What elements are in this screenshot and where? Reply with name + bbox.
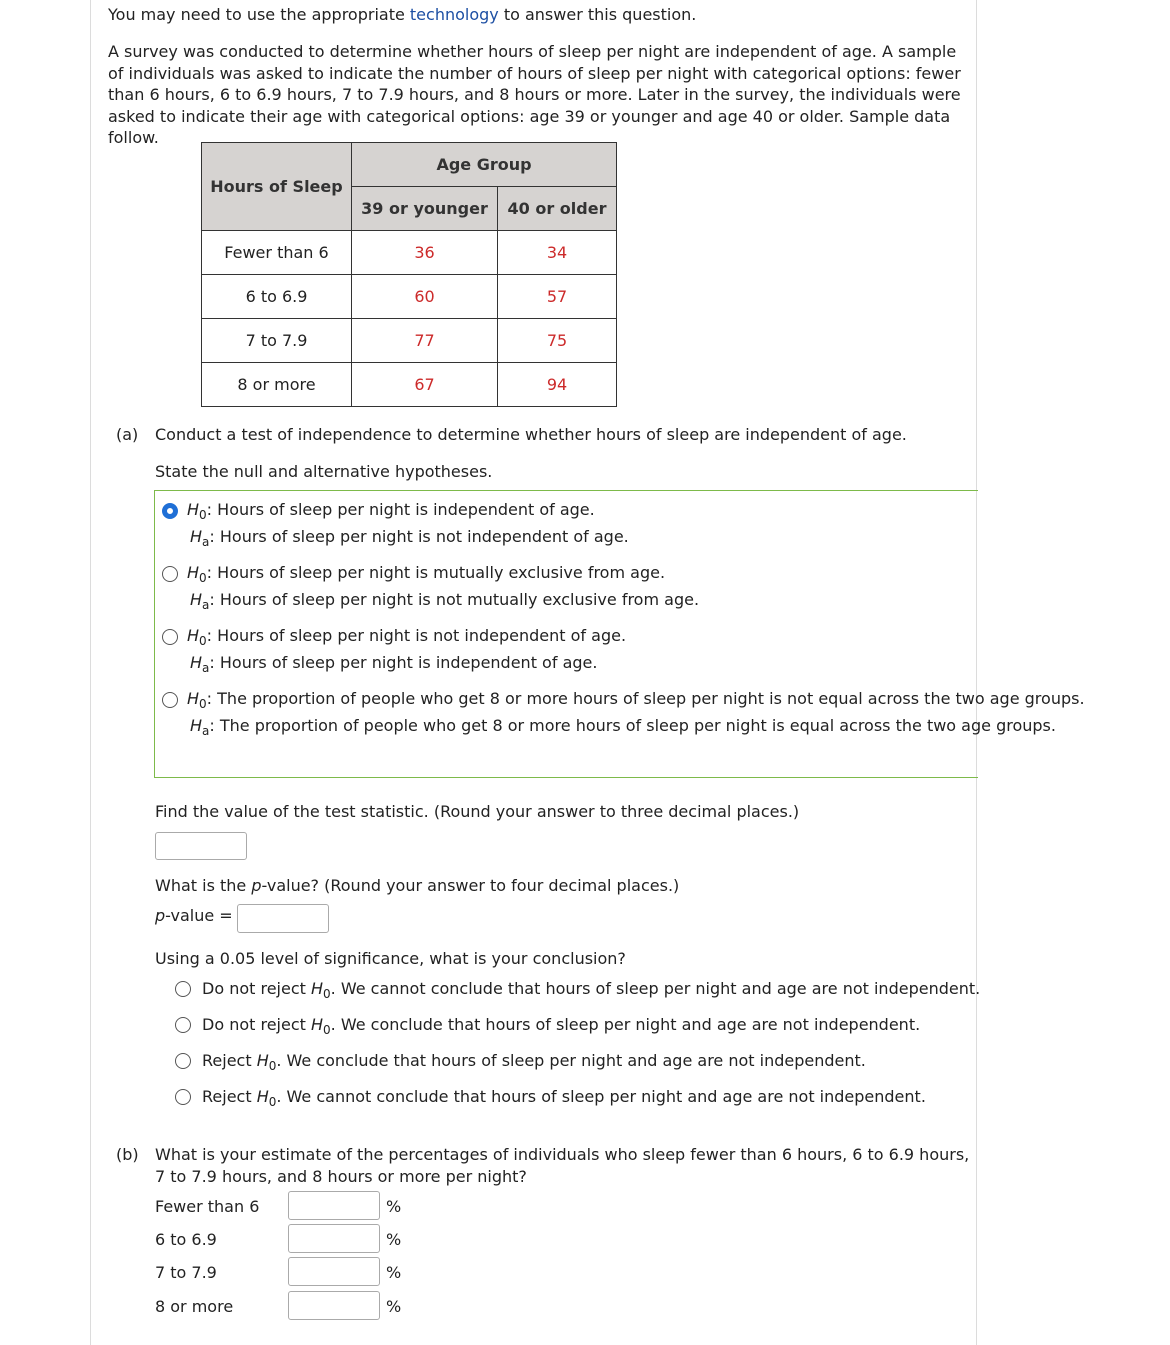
hypothesis-option-3-radio[interactable] — [162, 629, 178, 645]
hypotheses-choices — [154, 490, 1085, 778]
percent-row-label: 7 to 7.9 — [155, 1263, 217, 1282]
part-a-question: Conduct a test of independence to determine whether hours of sleep are independent of age. — [155, 425, 907, 444]
hypothesis-option-2-ha: $H_a$: Hours of sleep per night is not mutually exclusive from age. — [190, 590, 700, 612]
hypothesis-option-1-ha: $H_a$: Hours of sleep per night is not independent of age. — [190, 527, 629, 549]
part-b-question-line2: 7 to 7.9 hours, and 8 hours or more per night? — [155, 1167, 527, 1186]
percent-sign: % — [386, 1230, 402, 1249]
hypothesis-option-2-radio[interactable] — [162, 566, 178, 582]
percent-input-fewer-than-6[interactable] — [288, 1191, 380, 1220]
table-row — [202, 319, 617, 363]
col-header-40-or-older: 40 or older — [498, 187, 617, 231]
row-label: 7 to 7.9 — [202, 319, 352, 363]
percent-sign: % — [386, 1197, 402, 1216]
part-a-label: (a) — [116, 425, 139, 444]
row-label: 6 to 6.9 — [202, 275, 352, 319]
test-statistic-prompt: Find the value of the test statistic. (Round your answer to three decimal places.) — [155, 802, 800, 821]
cell-value: 67 — [352, 363, 498, 407]
conclusion-option-2-radio[interactable] — [175, 1017, 191, 1033]
percent-row-label: Fewer than 6 — [155, 1197, 260, 1216]
conclusion-option-4-text: Reject $H_0$. We cannot conclude that hours of sleep per night and age are not independent. — [202, 1087, 926, 1109]
part-b-question-line1: What is your estimate of the percentages of individuals who sleep fewer than 6 hours, 6 to 6.9 hours, — [155, 1145, 970, 1164]
test-statistic-input[interactable] — [155, 832, 247, 860]
intro-line — [108, 4, 696, 25]
conclusion-prompt: Using a 0.05 level of significance, what is your conclusion? — [155, 949, 626, 968]
hypothesis-option-4-radio[interactable] — [162, 692, 178, 708]
percent-input-8-or-more[interactable] — [288, 1291, 380, 1320]
hypothesis-option-3-ha: $H_a$: Hours of sleep per night is independent of age. — [190, 653, 598, 675]
intro-prefix: You may need to use the appropriate — [108, 5, 410, 24]
conclusion-option-2-text: Do not reject $H_0$. We conclude that hours of sleep per night and age are not independent. — [202, 1015, 921, 1037]
hypothesis-option-3-h0: $H_0$: Hours of sleep per night is not independent of age. — [187, 626, 627, 648]
percent-sign: % — [386, 1297, 402, 1316]
sample-data-table — [201, 142, 617, 407]
cell-value: 36 — [352, 231, 498, 275]
problem-statement: A survey was conducted to determine whether hours of sleep per night are independent of age. A sample of individuals was asked to indicate the number of hours of sleep per night with categorical options: fewer than 6 hours, 6 to 6.9 hours, 7 to 7.9 hours, and 8 hours or more. Later in the survey, the individuals were asked to indicate their age with categorical options: age 39 or younger and age 40 or older. Sample data follow. — [108, 42, 961, 147]
row-label: Fewer than 6 — [202, 231, 352, 275]
conclusion-option-3-text: Reject $H_0$. We conclude that hours of sleep per night and age are not independent. — [202, 1051, 866, 1073]
hypothesis-option-1-h0: $H_0$: Hours of sleep per night is independent of age. — [187, 500, 595, 522]
cell-value: 77 — [352, 319, 498, 363]
table-row — [202, 275, 617, 319]
hypothesis-option-4-ha: $H_a$: The proportion of people who get 8 or more hours of sleep per night is equal across the two age groups. — [190, 716, 1056, 738]
row-label: 8 or more — [202, 363, 352, 407]
conclusion-option-3-radio[interactable] — [175, 1053, 191, 1069]
percent-sign: % — [386, 1263, 402, 1282]
p-value-prompt: What is the p-value? (Round your answer to four decimal places.) — [155, 876, 680, 895]
cell-value: 94 — [498, 363, 617, 407]
table-row — [202, 363, 617, 407]
percent-input-6-to-6-9[interactable] — [288, 1224, 380, 1253]
table-row — [202, 231, 617, 275]
hypothesis-option-1-radio[interactable] — [162, 503, 178, 519]
conclusion-option-4-radio[interactable] — [175, 1089, 191, 1105]
part-b-label: (b) — [116, 1145, 139, 1164]
cell-value: 75 — [498, 319, 617, 363]
percent-input-7-to-7-9[interactable] — [288, 1257, 380, 1286]
hypothesis-option-2-h0: $H_0$: Hours of sleep per night is mutually exclusive from age. — [187, 563, 666, 585]
cell-value: 57 — [498, 275, 617, 319]
cell-value: 60 — [352, 275, 498, 319]
hypotheses-prompt: State the null and alternative hypotheses. — [155, 462, 493, 481]
p-value-input[interactable] — [237, 904, 329, 933]
percent-row-label: 6 to 6.9 — [155, 1230, 217, 1249]
p-value-label: p-value = — [155, 906, 233, 925]
percent-row-label: 8 or more — [155, 1297, 234, 1316]
row-header: Hours of Sleep — [202, 143, 352, 231]
col-header-39-or-younger: 39 or younger — [352, 187, 498, 231]
technology-link[interactable]: technology — [409, 5, 499, 24]
intro-suffix: to answer this question. — [498, 5, 697, 24]
conclusion-option-1-text: Do not reject $H_0$. We cannot conclude that hours of sleep per night and age are not independent. — [202, 979, 981, 1001]
group-header: Age Group — [352, 143, 617, 187]
hypothesis-option-4-h0: $H_0$: The proportion of people who get 8 or more hours of sleep per night is not equal across the two age groups. — [187, 689, 1085, 711]
cell-value: 34 — [498, 231, 617, 275]
conclusion-option-1-radio[interactable] — [175, 981, 191, 997]
